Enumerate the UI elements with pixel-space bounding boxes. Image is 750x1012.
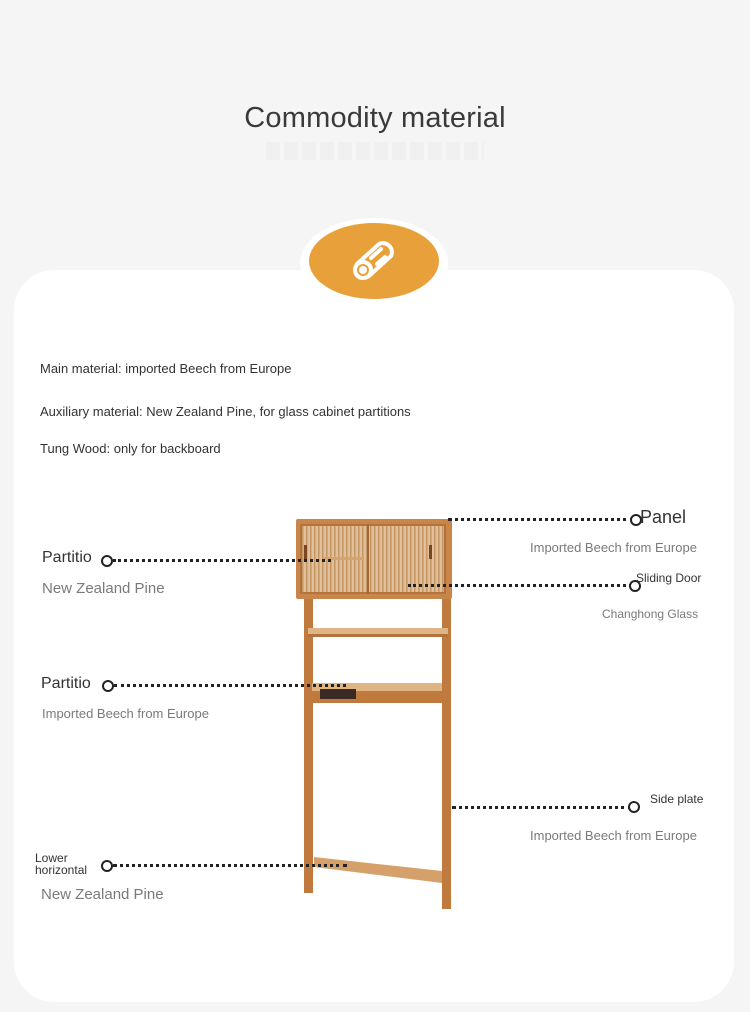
wood-log-icon [347, 234, 401, 288]
lower-horizontal-leader [113, 864, 347, 867]
sliding-door-label: Sliding Door [636, 571, 702, 585]
partition-top-label: Partitio [42, 549, 92, 566]
panel-leader [448, 518, 634, 521]
sliding-door-leader [408, 584, 632, 587]
lower-horizontal-material: New Zealand Pine [41, 886, 164, 903]
partition-top-material: New Zealand Pine [42, 580, 165, 597]
partition-mid-leader [114, 684, 346, 687]
side-plate-leader [452, 806, 632, 809]
lower-horizontal-label [35, 852, 87, 876]
lower-horizontal-label-line1: Lower [35, 851, 68, 865]
partition-top-leader [113, 559, 331, 562]
partition-mid-material: Imported Beech from Europe [42, 706, 209, 721]
partition-mid-dot [102, 680, 114, 692]
side-plate-material: Imported Beech from Europe [530, 828, 697, 843]
auxiliary-material-text: Auxiliary material: New Zealand Pine, for glass cabinet partitions [40, 404, 411, 419]
shelf-illustration [290, 515, 460, 915]
partition-mid-label: Partitio [41, 675, 91, 692]
lower-horizontal-label-line2: horizontal [35, 863, 88, 877]
side-plate-label: Side plate [650, 792, 704, 806]
partition-top-dot [101, 555, 113, 567]
panel-label: Panel [640, 507, 687, 527]
sliding-door-material: Changhong Glass [602, 607, 699, 621]
page-title: Commodity material [244, 102, 506, 134]
title-subtext-faint [266, 142, 484, 160]
side-plate-dot [628, 801, 640, 813]
panel-material: Imported Beech from Europe [530, 540, 697, 555]
tung-wood-text: Tung Wood: only for backboard [40, 441, 221, 456]
material-badge [309, 223, 439, 299]
main-material-text: Main material: imported Beech from Europe [40, 361, 292, 376]
lower-horizontal-dot [101, 860, 113, 872]
